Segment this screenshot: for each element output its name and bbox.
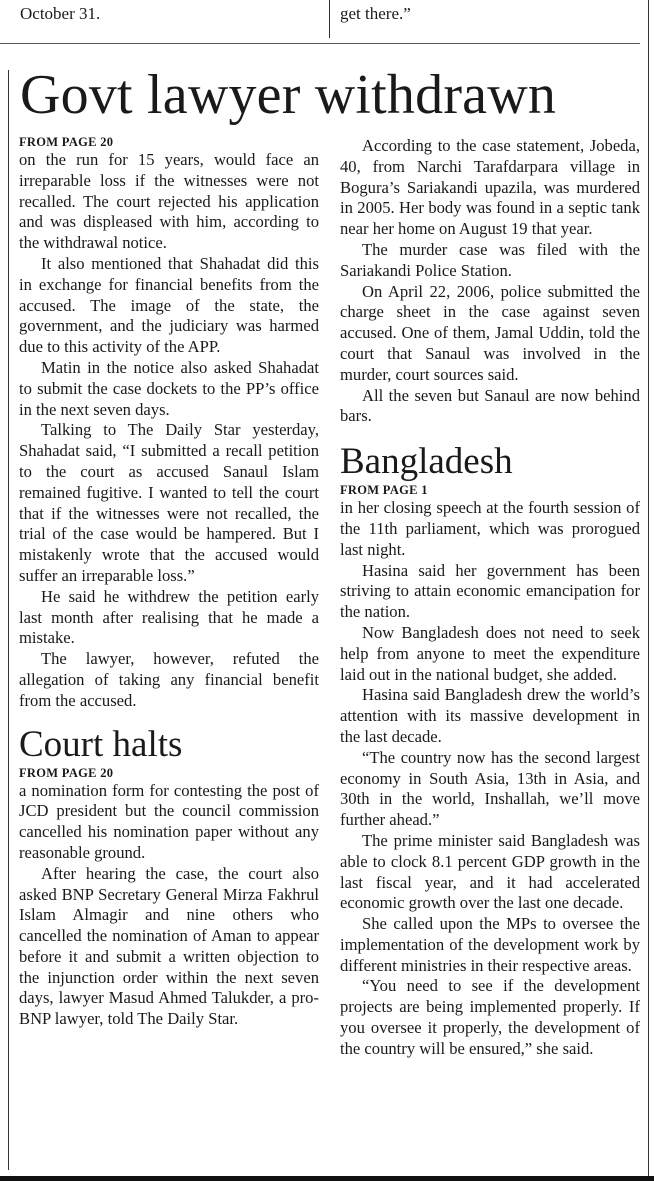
paragraph: She called upon the MPs to oversee the implementation of the development work by different ministries in their respective areas. [340,914,640,975]
paragraph: The prime minister said Bangladesh was able to clock 8.1 percent GDP growth in the last fiscal year, and it had accelerated economic growth over the last one decade. [340,830,640,913]
paragraph: The murder case was filed with the Sariakandi Police Station. [340,239,640,280]
paragraph: All the seven but Sanaul are now behind bars. [340,385,640,426]
paragraph: Talking to The Daily Star yesterday, Shahadat said, “I submitted a recall petition to the court as accused Sanaul Islam remained fugitive. I wanted to tell the court that if the witnesses were not recalled, the trial of the case would be hampered. But I mistakenly wrote that the accused would suffer an irreparable loss.” [19,420,319,585]
from-page-label: FROM PAGE 20 [19,765,114,780]
page-bottom-border [0,1176,654,1181]
right-frame-line [648,0,649,1176]
section-rule [0,43,640,44]
paragraph: Now Bangladesh does not need to seek help from anyone to meet the expenditure laid out in the national budget, she added. [340,622,640,684]
paragraph: The lawyer, however, refuted the allegation of taking any financial benefit from the accused. [19,649,319,710]
headline-govt-lawyer: Govt lawyer withdrawn [20,64,557,126]
headline-bangladesh: Bangladesh [340,441,513,483]
paragraph: “You need to see if the development projects are being implemented properly. If you oversee it properly, the development of the country will be ensured,” she said. [340,976,640,1058]
paragraph: After hearing the case, the court also asked BNP Secretary General Mirza Fakhrul Islam Almagir and nine others who cancelled the nomination of Aman to appear before it and submit a written objection to the injunction order within the next seven days, lawyer Masud Ahmed Talukder, a pro-BNP lawyer, told The Daily Star. [19,863,319,1029]
paragraph: It also mentioned that Shahadat did this in exchange for financial benefits from the accused. The image of the state, the government, and the judiciary was harmed due to this activity of the APP. [19,253,319,357]
from-page-label: FROM PAGE 1 [340,483,428,498]
paragraph: Hasina said her government has been striving to attain economic emancipation for the nation. [340,560,640,622]
prev-story-fragment-right: get there.” [340,4,411,23]
paragraph: Matin in the notice also asked Shahadat to submit the case dockets to the PP’s office in the next seven days. [19,357,319,419]
paragraph: According to the case statement, Jobeda, 40, from Narchi Tarafdarpara village in Bogura’s Sariakandi upazila, was murdered in 2005. Her body was found in a septic tank near her home on August 19 that year. [340,136,640,239]
paragraph: On April 22, 2006, police submitted the charge sheet in the case against seven accused. One of them, Jamal Uddin, told the court that Sanaul was involved in the murder, court sources said. [340,281,640,384]
paragraph: on the run for 15 years, would face an irreparable loss if the witnesses were not recalled. The court rejected his application and was displeased with him, according to the withdrawal notice. [19,150,319,253]
paragraph: Hasina said Bangladesh drew the world’s attention with its massive development in the last decade. [340,685,640,746]
column-left [19,135,319,1030]
headline-court-halts: Court halts [19,723,183,765]
column-right [340,136,640,1060]
paragraph: in her closing speech at the fourth session of the 11th parliament, which was prorogued last night. [340,498,640,559]
paragraph: a nomination form for contesting the post of JCD president but the council commission cancelled his nomination paper without any reasonable ground. [19,780,319,862]
left-frame-line [8,70,9,1170]
column-divider-top [329,0,330,38]
paragraph: He said he withdrew the petition early last month after realising that he made a mistake. [19,586,319,648]
from-page-label: FROM PAGE 20 [19,135,114,149]
paragraph: “The country now has the second largest economy in South Asia, 13th in Asia, and 30th in the world, Inshallah, we’ll move further ahead.” [340,747,640,830]
prev-story-fragment-left: October 31. [20,4,101,23]
